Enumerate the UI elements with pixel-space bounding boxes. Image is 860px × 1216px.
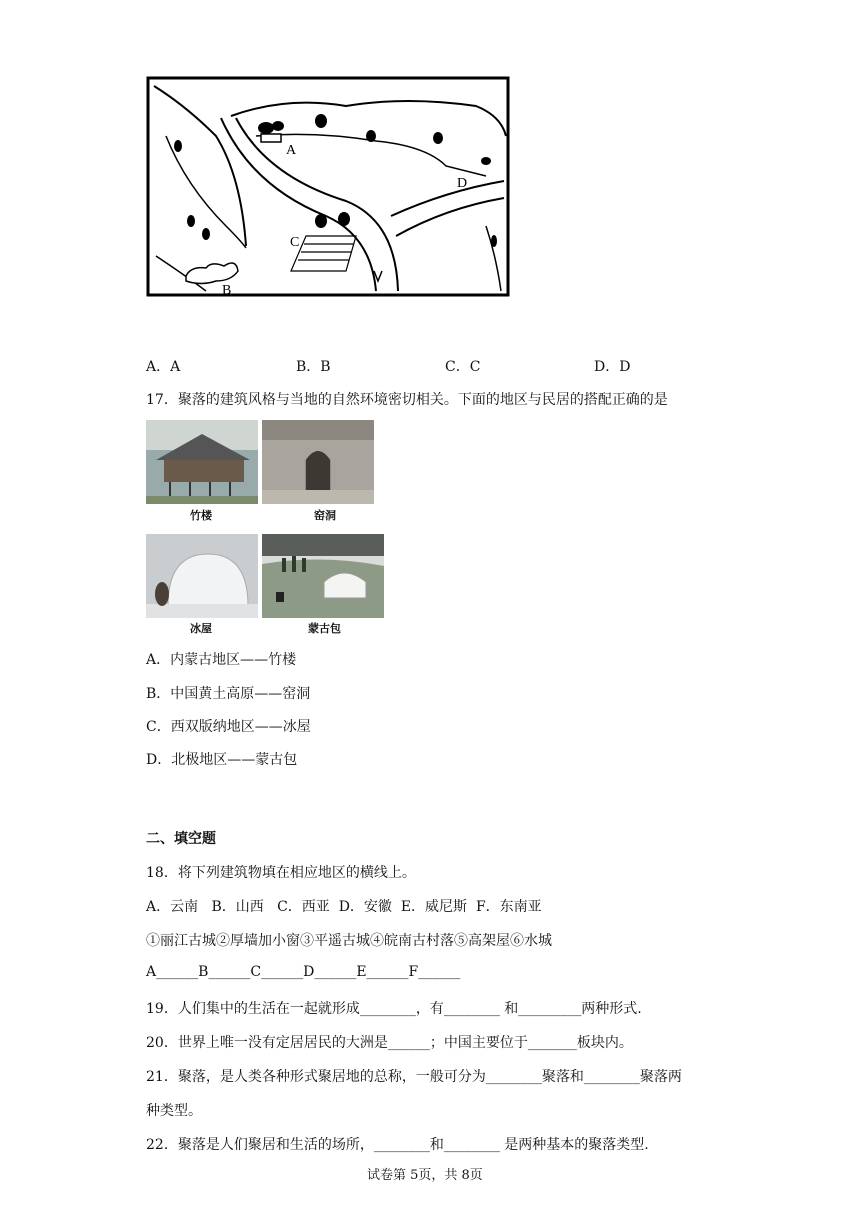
q18-stem: 18．将下列建筑物填在相应地区的横线上。 (146, 865, 416, 881)
page-footer: 试卷第 5页，共 8页 (367, 1168, 483, 1183)
caption-yurt: 蒙古包 (308, 622, 341, 635)
q17-option-b[interactable]: B．中国黄土高原——窑洞 (146, 686, 311, 702)
q16-option-b[interactable]: B．B (296, 359, 331, 375)
q22[interactable]: 22．聚落是人们聚居和生活的场所，________和________ 是两种基本的聚落类型. (146, 1137, 649, 1153)
q17-option-a[interactable]: A．内蒙古地区——竹楼 (146, 652, 297, 668)
q17-option-c[interactable]: C．西双版纳地区——冰屋 (146, 719, 311, 735)
q17-option-d[interactable]: D．北极地区——蒙古包 (146, 752, 298, 768)
q21-line1[interactable]: 21．聚落，是人类各种形式聚居地的总称，一般可分为________聚落和________聚落两 (146, 1069, 682, 1085)
map-label-b: B (222, 283, 232, 297)
map-label-a: A (286, 143, 297, 158)
q16-option-a[interactable]: A．A (146, 359, 181, 375)
yurt-photo (262, 534, 384, 618)
q20[interactable]: 20．世界上唯一没有定居居民的大洲是______；中国主要位于_______板块内。 (146, 1035, 633, 1051)
map-label-c: C (290, 235, 300, 250)
caption-cave-dwelling: 窑洞 (314, 509, 336, 522)
cave-dwelling-photo (262, 420, 374, 504)
igloo-photo (146, 534, 258, 618)
q18-blanks[interactable]: A______B______C______D______E______F______ (146, 964, 461, 980)
settlement-map-figure (146, 76, 510, 297)
q16-option-d[interactable]: D．D (594, 359, 631, 375)
q18-items: ①丽江古城②厚墙加小窗③平遥古城④皖南古村落⑤高架屋⑥水城 (146, 933, 552, 949)
bamboo-house-photo (146, 420, 258, 504)
q17-stem: 17．聚落的建筑风格与当地的自然环境密切相关。下面的地区与民居的搭配正确的是 (146, 392, 668, 408)
map-label-d: D (457, 176, 468, 191)
caption-bamboo-house: 竹楼 (190, 509, 212, 522)
q19[interactable]: 19．人们集中的生活在一起就形成________，有________ 和_________两种形式. (146, 1001, 642, 1017)
section-title: 二、填空题 (146, 831, 216, 847)
caption-igloo: 冰屋 (190, 622, 212, 635)
q21-line2: 种类型。 (146, 1103, 202, 1119)
q18-regions: A．云南 B．山西 C．西亚 D．安徽 E．威尼斯 F．东南亚 (146, 899, 542, 915)
q16-option-c[interactable]: C．C (445, 359, 481, 375)
